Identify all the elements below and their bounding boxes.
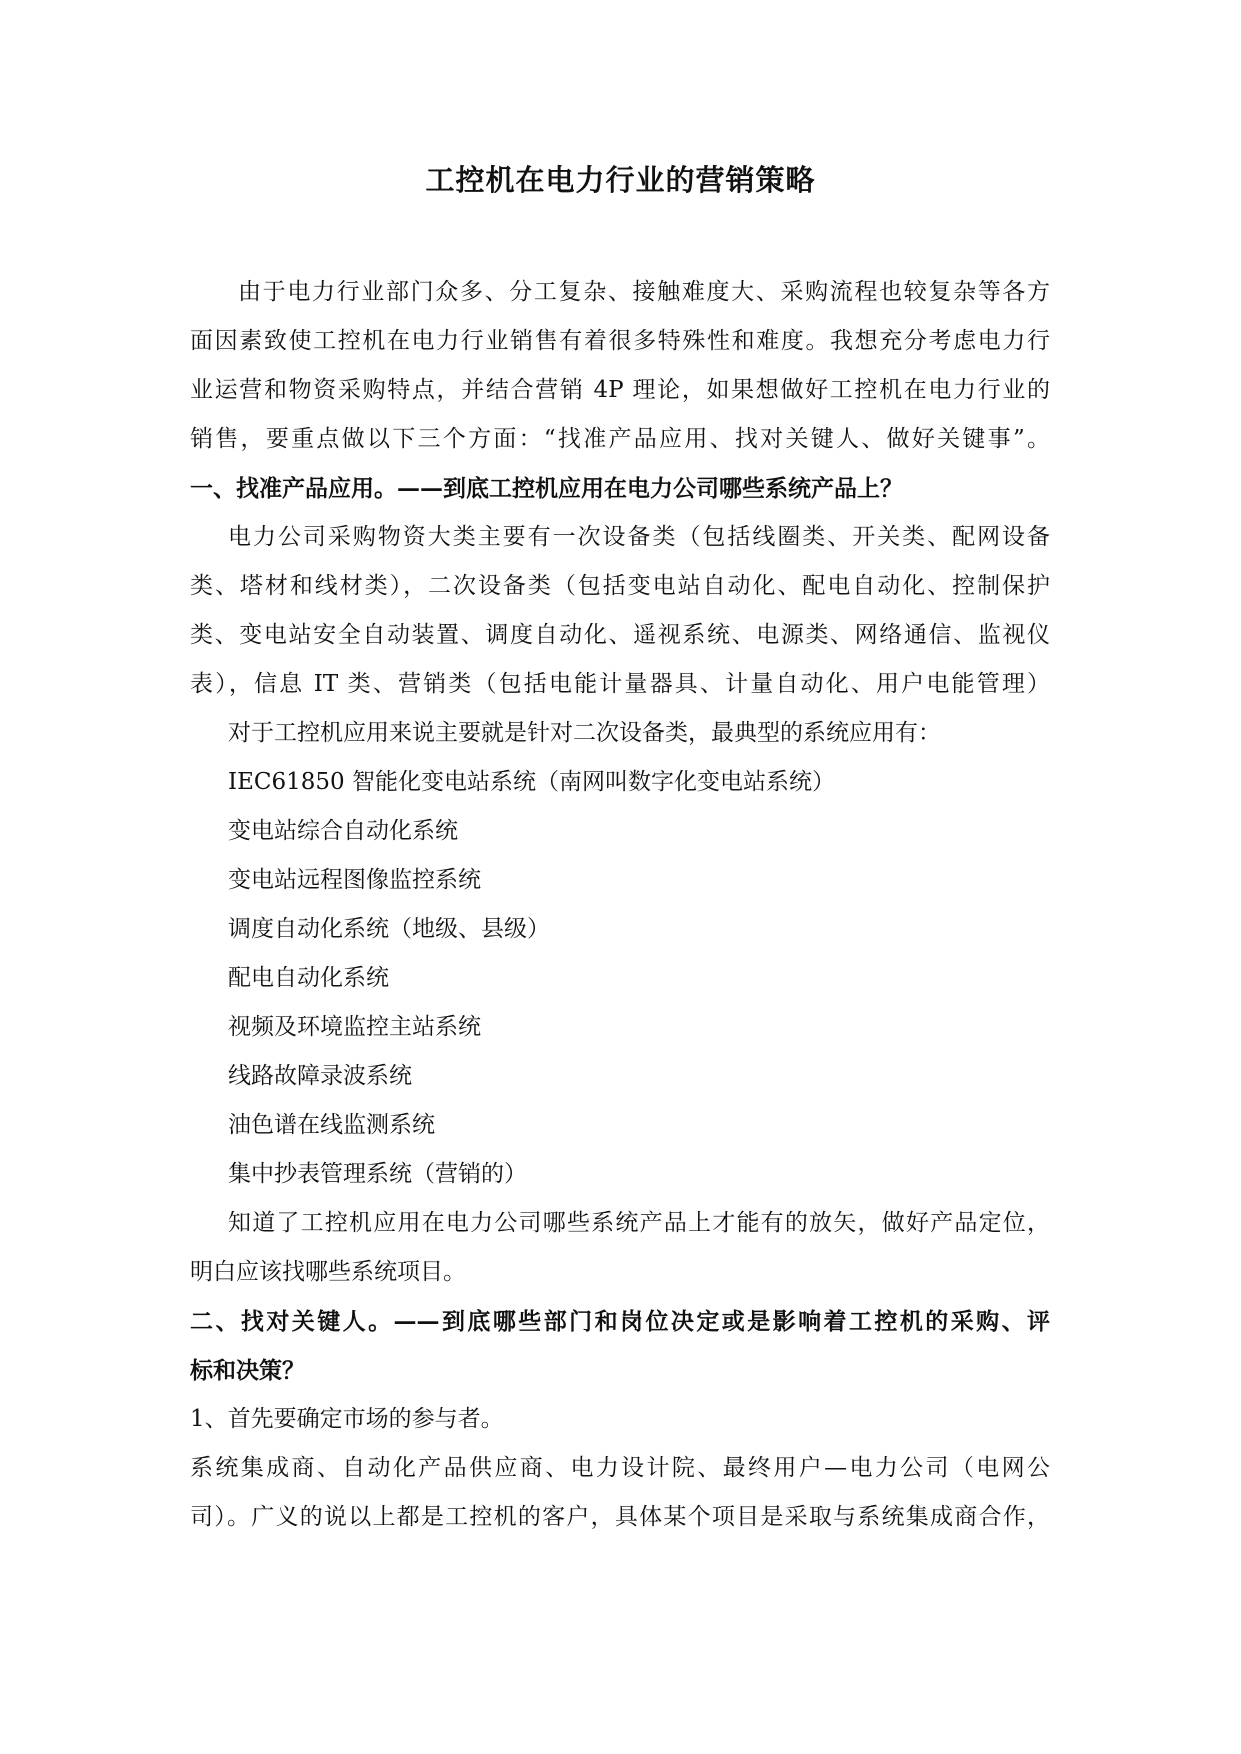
paragraph-line: 销售，要重点做以下三个方面：“找准产品应用、找对关键人、做好关键事”。 (190, 426, 1050, 452)
document-body (190, 268, 1050, 1542)
paragraph-line: 对于工控机应用来说主要就是针对二次设备类，最典型的系统应用有： (228, 720, 941, 746)
paragraph-line: 业运营和物资采购特点，并结合营销 4P 理论，如果想做好工控机在电力行业的 (190, 377, 1050, 403)
paragraph-line: 变电站远程图像监控系统 (228, 867, 481, 893)
paragraph-line: 集中抄表管理系统（营销的） (228, 1161, 527, 1187)
document-title: 工控机在电力行业的营销策略 (425, 163, 816, 197)
paragraph-line: 线路故障录波系统 (228, 1063, 412, 1089)
paragraph-line: 类、变电站安全自动装置、调度自动化、遥视系统、电源类、网络通信、监视仪 (190, 622, 1050, 648)
paragraph-line: 1、首先要确定市场的参与者。 (190, 1406, 504, 1432)
paragraph-line: 司）。广义的说以上都是工控机的客户，具体某个项目是采取与系统集成商合作， (190, 1504, 1050, 1530)
section-heading-line: 二、找对关键人。——到底哪些部门和岗位决定或是影响着工控机的采购、评 (190, 1308, 1050, 1335)
paragraph-line: 调度自动化系统（地级、县级） (228, 916, 550, 942)
paragraph-line: 视频及环境监控主站系统 (228, 1014, 481, 1040)
paragraph-line: 系统集成商、自动化产品供应商、电力设计院、最终用户—电力公司（电网公 (190, 1455, 1050, 1481)
paragraph-line: 表），信息 IT 类、营销类（包括电能计量器具、计量自动化、用户电能管理） (190, 671, 1050, 697)
paragraph-line: 配电自动化系统 (228, 965, 389, 991)
paragraph-line: 知道了工控机应用在电力公司哪些系统产品上才能有的放矢，做好产品定位， (228, 1210, 1050, 1236)
section-heading-line: 一、找准产品应用。——到底工控机应用在电力公司哪些系统产品上？ (190, 475, 903, 502)
section-heading-line: 标和决策？ (190, 1357, 305, 1384)
paragraph-line: 明白应该找哪些系统项目。 (190, 1259, 466, 1285)
paragraph-line: 变电站综合自动化系统 (228, 818, 458, 844)
paragraph-line: IEC61850 智能化变电站系统（南网叫数字化变电站系统） (228, 769, 835, 795)
paragraph-line: 油色谱在线监测系统 (228, 1112, 435, 1138)
paragraph-line: 电力公司采购物资大类主要有一次设备类（包括线圈类、开关类、配网设备 (228, 524, 1050, 550)
paragraph-line: 面因素致使工控机在电力行业销售有着很多特殊性和难度。我想充分考虑电力行 (190, 328, 1050, 354)
paragraph-line: 类、塔材和线材类），二次设备类（包括变电站自动化、配电自动化、控制保护 (190, 573, 1050, 599)
paragraph-line: 由于电力行业部门众多、分工复杂、接触难度大、采购流程也较复杂等各方 (238, 279, 1050, 305)
